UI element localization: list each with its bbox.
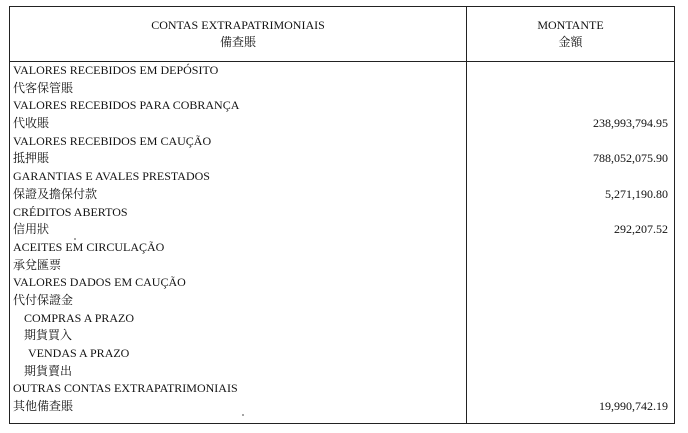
table-row — [10, 204, 674, 222]
table-row — [10, 363, 674, 381]
scan-speck — [74, 238, 76, 240]
table-row — [10, 150, 674, 168]
row-label: 其他備查賬 — [13, 399, 74, 414]
row-value: 238,993,794.95 — [593, 116, 668, 131]
row-label: VALORES RECEBIDOS EM CAUÇÃO — [13, 133, 212, 148]
table-header — [10, 7, 674, 62]
row-label: ACEITES EM CIRCULAÇÃO — [13, 239, 165, 254]
table-row — [10, 97, 674, 115]
table-row — [10, 327, 674, 345]
row-label: OUTRAS CONTAS EXTRAPATRIMONIAIS — [13, 381, 238, 396]
row-value: 788,052,075.90 — [593, 151, 668, 166]
table-row — [10, 345, 674, 363]
row-value: 292,207.52 — [614, 222, 668, 237]
row-label: 承兌匯票 — [13, 257, 62, 272]
table-row — [10, 310, 674, 328]
row-label: 期貨賣出 — [24, 363, 73, 378]
row-value: 5,271,190.80 — [605, 186, 668, 201]
table-row — [10, 257, 674, 275]
table-row — [10, 239, 674, 257]
table-row — [10, 398, 674, 416]
row-label: 抵押賬 — [13, 151, 50, 166]
row-label: GARANTIAS E AVALES PRESTADOS — [13, 169, 210, 184]
row-label: 信用狀 — [13, 222, 50, 237]
row-label: 代客保管賬 — [13, 80, 74, 95]
header-accounts — [10, 7, 466, 61]
off-balance-sheet-table — [9, 6, 675, 424]
table-row — [10, 62, 674, 80]
row-label: VALORES DADOS EM CAUÇÃO — [13, 275, 186, 290]
header-accounts-title: CONTAS EXTRAPATRIMONIAIS — [151, 18, 325, 32]
header-amount-title: MONTANTE — [537, 18, 604, 32]
row-label: CRÉDITOS ABERTOS — [13, 204, 128, 219]
table-row — [10, 133, 674, 151]
table-body — [10, 62, 674, 416]
row-label: 代付保證金 — [13, 292, 74, 307]
row-label: 代收賬 — [13, 116, 50, 131]
row-label: 保證及擔保付款 — [13, 186, 98, 201]
table-row — [10, 221, 674, 239]
header-amount — [467, 7, 674, 61]
table-row — [10, 168, 674, 186]
row-label: VALORES RECEBIDOS EM DEPÓSITO — [13, 63, 219, 77]
table-row — [10, 115, 674, 133]
table-row — [10, 186, 674, 204]
header-amount-subtitle: 金額 — [558, 35, 583, 49]
table-row — [10, 80, 674, 98]
scan-speck — [242, 414, 244, 416]
table-row — [10, 380, 674, 398]
header-accounts-subtitle: 備查賬 — [219, 35, 256, 49]
table-row — [10, 292, 674, 310]
row-value: 19,990,742.19 — [599, 399, 668, 414]
table-row — [10, 274, 674, 292]
row-label: 期貨買入 — [24, 328, 73, 343]
row-label: VALORES RECEBIDOS PARA COBRANÇA — [13, 98, 240, 113]
row-label: VENDAS A PRAZO — [28, 346, 130, 360]
row-label: COMPRAS A PRAZO — [24, 310, 135, 325]
